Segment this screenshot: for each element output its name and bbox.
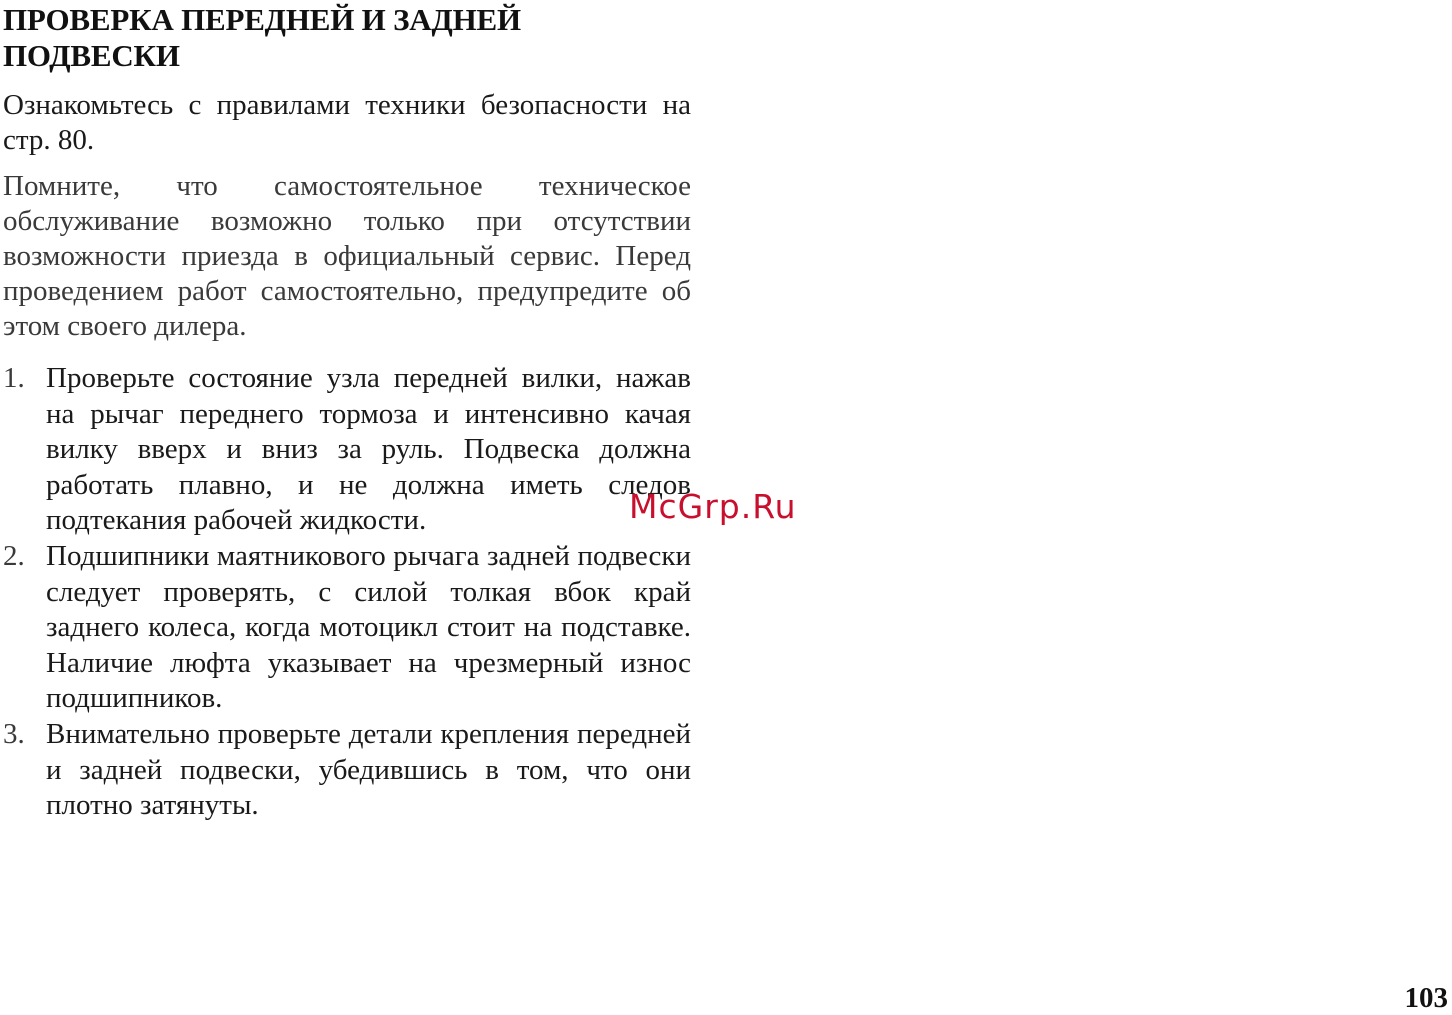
step-text: Проверьте состояние узла передней вилки, нажав на рычаг переднего тормоза и интенсивно качая вилку вверх и вниз за руль. Подвеска должна работать плавно, и не должна иметь следов подтекания рабочей жидкости. <box>46 362 691 537</box>
list-item <box>3 717 691 824</box>
list-item <box>3 539 691 717</box>
inspection-steps-list <box>3 361 691 824</box>
service-note-text: Помните, что самостоятельное техническое обслуживание возможно только при отсутствии возможности приезда в официальный сервис. Перед проведением работ самостоятельно, предупредите об этом своего дилера. <box>3 170 691 342</box>
step-text: Внимательно проверьте детали крепления передней и задней подвески, убедившись в том, что они плотно затянуты. <box>46 717 691 822</box>
step-text: Подшипники маятникового рычага задней подвески следует проверять, с силой толкая вбок край заднего колеса, когда мотоцикл стоит на подставке. Наличие люфта указывает на чрезмерный износ подшипников. <box>46 539 691 715</box>
safety-reference-text: Ознакомьтесь с правилами техники безопасности на стр. 80. <box>3 89 691 156</box>
list-item <box>3 361 691 539</box>
step-number: 1. <box>3 362 25 394</box>
page-number: 103 <box>1404 982 1448 1014</box>
step-number: 2. <box>3 539 25 572</box>
watermark: McGrp.Ru <box>629 487 797 526</box>
step-number: 3. <box>3 717 25 750</box>
section-title: ПРОВЕРКА ПЕРЕДНЕЙ И ЗАДНЕЙ ПОДВЕСКИ <box>3 2 521 73</box>
page-content <box>3 2 691 824</box>
